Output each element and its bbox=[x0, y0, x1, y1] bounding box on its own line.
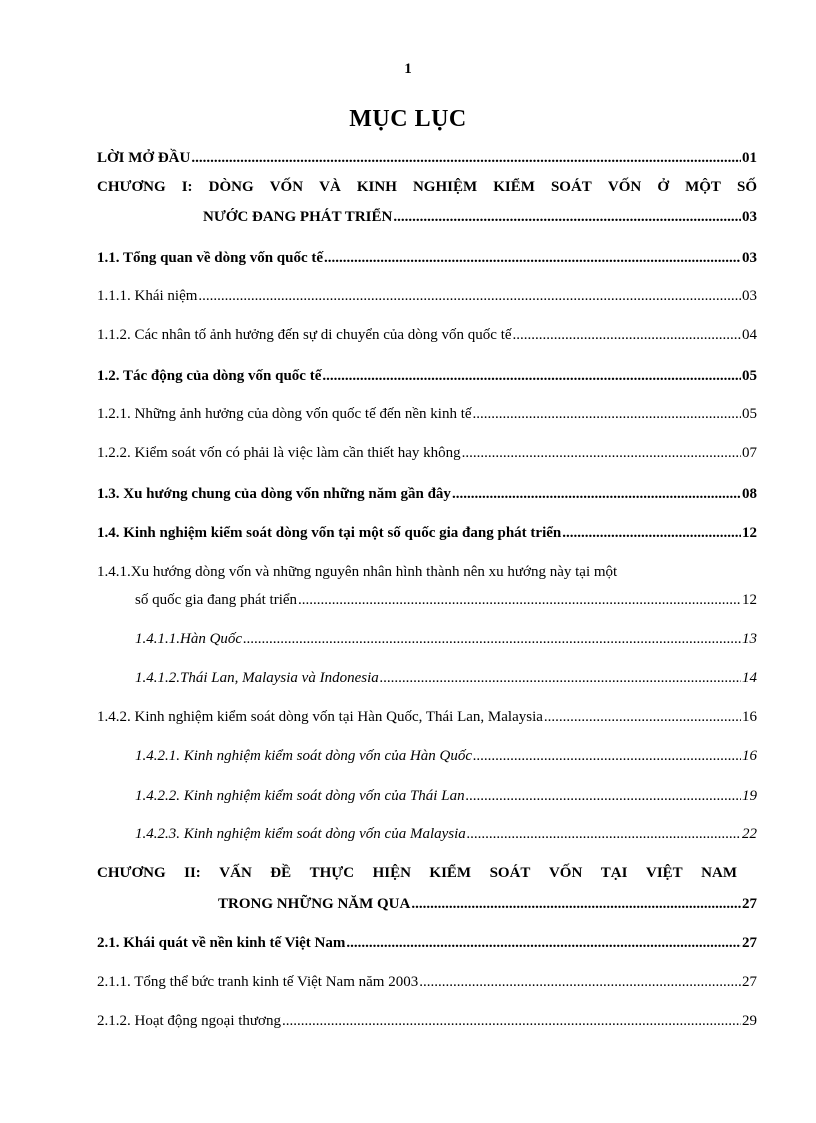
toc-entry-text: 1.4.2.2. Kinh nghiệm kiểm soát dòng vốn của Thái Lan bbox=[135, 788, 465, 804]
toc-entry-text: 2.1.2. Hoạt động ngoại thương bbox=[97, 1013, 281, 1029]
dot-leader bbox=[467, 827, 741, 842]
toc-entry-text: 1.4.1.1.Hàn Quốc bbox=[135, 631, 243, 647]
dot-leader bbox=[198, 289, 741, 304]
heading-word: VIỆT bbox=[645, 865, 683, 881]
toc-entry[interactable] bbox=[97, 289, 757, 304]
toc-entry[interactable] bbox=[97, 151, 757, 166]
toc-entry-page: 03 bbox=[742, 250, 757, 266]
toc-entry-text: 1.1.2. Các nhân tố ảnh hưởng đến sự di chuyển của dòng vốn quốc tế bbox=[97, 327, 512, 343]
toc-entry-page: 27 bbox=[742, 974, 757, 990]
dot-leader bbox=[473, 407, 741, 422]
toc-entry-text: 1.4.2.1. Kinh nghiệm kiểm soát dòng vốn của Hàn Quốc bbox=[135, 748, 473, 764]
toc-entry-page: 22 bbox=[742, 826, 757, 842]
heading-word: CHƯƠNG bbox=[97, 865, 166, 881]
heading-word: NAM bbox=[701, 865, 737, 881]
toc-entry-page: 16 bbox=[742, 709, 757, 725]
heading-word: THỰC bbox=[309, 865, 355, 881]
heading-word: KINH bbox=[356, 179, 397, 195]
toc-entry-text: 1.1. Tổng quan về dòng vốn quốc tế bbox=[97, 250, 324, 266]
toc-entry-page: 27 bbox=[742, 896, 757, 912]
toc-entry-page: 12 bbox=[742, 592, 757, 608]
dot-leader bbox=[322, 369, 741, 384]
dot-leader bbox=[462, 446, 741, 461]
toc-entry-text: 2.1.1. Tổng thể bức tranh kinh tế Việt Nam năm 2003 bbox=[97, 974, 419, 990]
toc-entry-page: 05 bbox=[742, 368, 757, 384]
toc-entry[interactable] bbox=[135, 632, 757, 647]
toc-entry-page: 01 bbox=[742, 150, 757, 166]
toc-entry[interactable] bbox=[97, 487, 757, 502]
dot-leader bbox=[452, 487, 741, 502]
toc-entry-page: 05 bbox=[742, 406, 757, 422]
toc-entry-text: 1.2. Tác động của dòng vốn quốc tế bbox=[97, 368, 322, 384]
toc-entry[interactable] bbox=[97, 1014, 757, 1029]
heading-word: SỐ bbox=[736, 179, 757, 195]
toc-entry-line[interactable] bbox=[97, 565, 757, 580]
toc-entry-text: TRONG NHỮNG NĂM QUA bbox=[218, 896, 411, 912]
toc-entry[interactable] bbox=[97, 710, 757, 725]
heading-word: ĐỀ bbox=[270, 865, 292, 881]
dot-leader bbox=[324, 251, 741, 266]
dot-leader bbox=[419, 975, 741, 990]
dot-leader bbox=[191, 151, 741, 166]
toc-chapter-heading[interactable] bbox=[97, 866, 737, 881]
toc-entry[interactable] bbox=[135, 749, 757, 764]
toc-entry[interactable] bbox=[135, 593, 757, 608]
page-number: 1 bbox=[404, 61, 412, 77]
heading-word: VỐN bbox=[269, 179, 304, 195]
heading-word: CHƯƠNG bbox=[97, 179, 166, 195]
toc-entry-text: 2.1. Khái quát về nền kinh tế Việt Nam bbox=[97, 935, 346, 951]
toc-entry-page: 29 bbox=[742, 1013, 757, 1029]
toc-entry[interactable] bbox=[135, 671, 757, 686]
heading-word: VỐN bbox=[548, 865, 583, 881]
toc-entry-text: số quốc gia đang phát triển bbox=[135, 592, 298, 608]
toc-entry-page: 16 bbox=[742, 748, 757, 764]
toc-entry[interactable] bbox=[97, 526, 757, 541]
toc-entry-page: 14 bbox=[742, 670, 757, 686]
dot-leader bbox=[544, 710, 741, 725]
toc-entry[interactable] bbox=[97, 328, 757, 343]
toc-entry[interactable] bbox=[218, 897, 757, 912]
dot-leader bbox=[411, 897, 741, 912]
toc-entry-text: 1.4. Kinh nghiệm kiểm soát dòng vốn tại một số quốc gia đang phát triển bbox=[97, 525, 562, 541]
toc-entry-text: NƯỚC ĐANG PHÁT TRIỂN bbox=[203, 209, 393, 225]
toc-entry-text: 1.3. Xu hướng chung của dòng vốn những năm gần đây bbox=[97, 486, 451, 502]
toc-entry-page: 19 bbox=[742, 788, 757, 804]
heading-word: Ở bbox=[657, 179, 669, 195]
toc-entry-page: 07 bbox=[742, 445, 757, 461]
toc-entry-text: 1.4.1.Xu hướng dòng vốn và những nguyên nhân hình thành nên xu hướng này tại một bbox=[97, 564, 618, 580]
toc-entry-text: 1.2.2. Kiểm soát vốn có phải là việc làm cần thiết hay không bbox=[97, 445, 461, 461]
toc-entry[interactable] bbox=[203, 210, 757, 225]
heading-word: MỘT bbox=[685, 179, 721, 195]
dot-leader bbox=[393, 210, 741, 225]
toc-entry-page: 04 bbox=[742, 327, 757, 343]
toc-entry-text: LỜI MỞ ĐẦU bbox=[97, 150, 191, 166]
heading-word: SOÁT bbox=[489, 865, 531, 881]
heading-word: I: bbox=[181, 179, 193, 195]
toc-entry[interactable] bbox=[97, 369, 757, 384]
toc-entry[interactable] bbox=[97, 936, 757, 951]
dot-leader bbox=[473, 749, 741, 764]
heading-word: II: bbox=[184, 865, 201, 881]
toc-entry-page: 08 bbox=[742, 486, 757, 502]
toc-entry-text: 1.4.1.2.Thái Lan, Malaysia và Indonesia bbox=[135, 670, 379, 686]
toc-entry[interactable] bbox=[135, 789, 757, 804]
dot-leader bbox=[513, 328, 741, 343]
heading-word: KIỂM bbox=[493, 179, 535, 195]
toc-entry-page: 27 bbox=[742, 935, 757, 951]
toc-entry-page: 12 bbox=[742, 525, 757, 541]
toc-entry[interactable] bbox=[97, 446, 757, 461]
heading-word: HIỆN bbox=[372, 865, 411, 881]
dot-leader bbox=[346, 936, 741, 951]
dot-leader bbox=[466, 789, 741, 804]
toc-entry-text: 1.4.2. Kinh nghiệm kiểm soát dòng vốn tại Hàn Quốc, Thái Lan, Malaysia bbox=[97, 709, 543, 725]
toc-entry[interactable] bbox=[97, 975, 757, 990]
heading-word: VẤN bbox=[219, 865, 252, 881]
heading-word: TẠI bbox=[600, 865, 628, 881]
toc-entry[interactable] bbox=[97, 407, 757, 422]
toc-entry-page: 13 bbox=[742, 631, 757, 647]
page-title: MỤC LỤC bbox=[349, 106, 467, 132]
dot-leader bbox=[298, 593, 741, 608]
toc-chapter-heading[interactable] bbox=[97, 180, 757, 195]
dot-leader bbox=[282, 1014, 741, 1029]
toc-entry-page: 03 bbox=[742, 288, 757, 304]
toc-entry-text: 1.4.2.3. Kinh nghiệm kiểm soát dòng vốn của Malaysia bbox=[135, 826, 466, 842]
dot-leader bbox=[243, 632, 741, 647]
heading-word: DÒNG bbox=[208, 179, 254, 195]
toc-entry[interactable] bbox=[97, 251, 757, 266]
heading-word: VÀ bbox=[319, 179, 341, 195]
toc-entry-text: 1.2.1. Những ảnh hưởng của dòng vốn quốc tế đến nền kinh tế bbox=[97, 406, 472, 422]
toc-entry[interactable] bbox=[135, 827, 757, 842]
toc-entry-text: 1.1.1. Khái niệm bbox=[97, 288, 198, 304]
heading-word: VỐN bbox=[607, 179, 642, 195]
dot-leader bbox=[562, 526, 741, 541]
heading-word: NGHIỆM bbox=[412, 179, 478, 195]
heading-word: KIỂM bbox=[429, 865, 472, 881]
heading-word: SOÁT bbox=[550, 179, 592, 195]
dot-leader bbox=[380, 671, 741, 686]
toc-entry-page: 03 bbox=[742, 209, 757, 225]
